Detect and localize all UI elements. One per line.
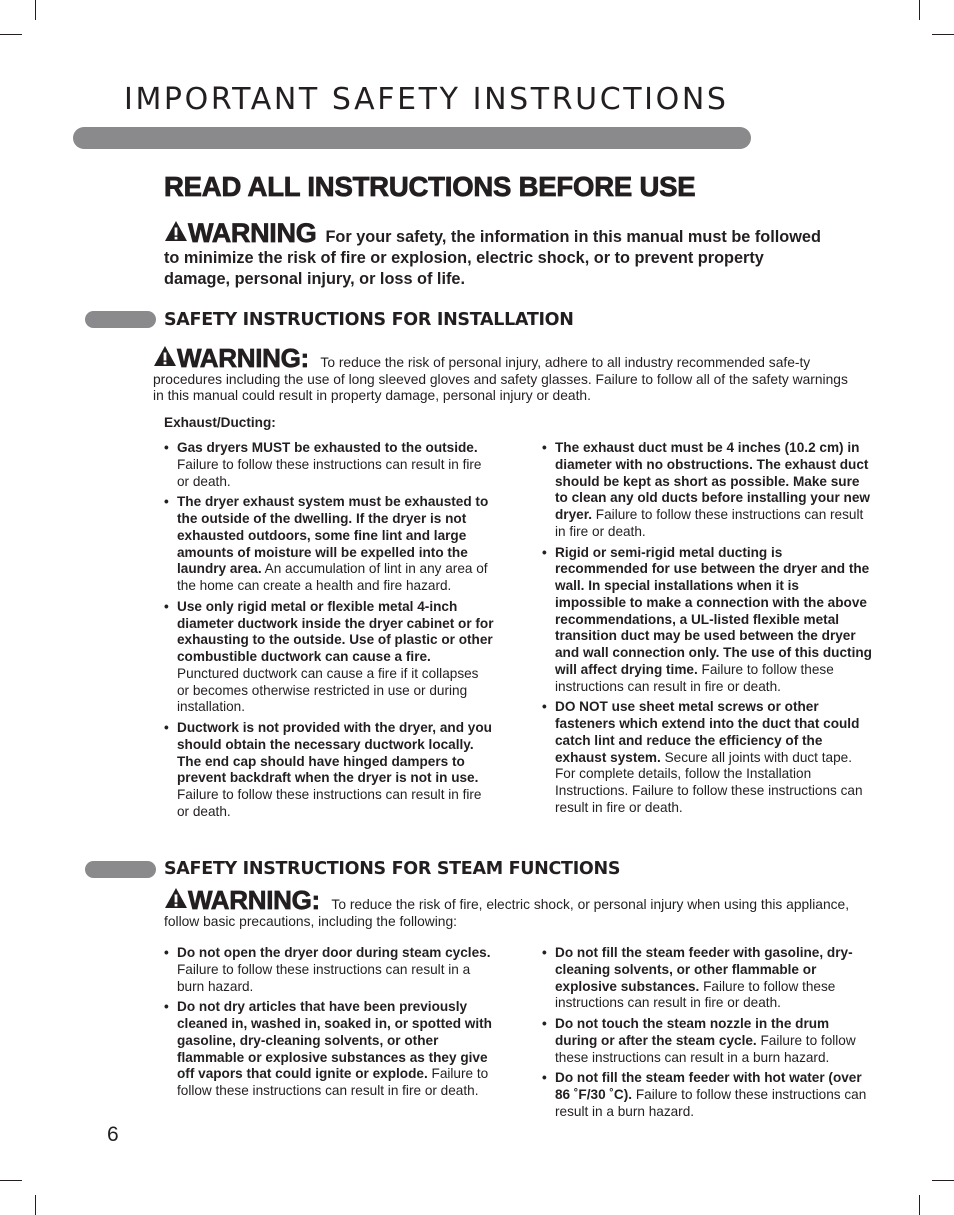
section-marker	[85, 311, 156, 328]
list-item	[164, 599, 494, 716]
crop-mark	[932, 1180, 954, 1181]
list-item-bold: The dryer exhaust system must be exhausted to the outside of the dwelling. If the dryer is not exhausted outdoors, some fine lint and large amounts of moisture will be expelled into the laundry area.	[177, 494, 489, 577]
installation-right-list	[542, 440, 872, 821]
list-item-text: Failure to follow these instructions can result in fire or death.	[177, 456, 482, 489]
list-item-bold: Gas dryers MUST be exhausted to the outside.	[177, 440, 478, 455]
steam-right-list	[542, 945, 872, 1125]
list-item	[542, 1016, 872, 1066]
warning-label: WARNING	[188, 218, 317, 248]
list-item	[542, 1070, 872, 1120]
list-item	[164, 720, 494, 821]
installation-left-list	[164, 440, 494, 825]
list-item-text: Failure to follow these instructions can result in a burn hazard.	[555, 1032, 856, 1065]
crop-mark	[919, 1195, 920, 1215]
list-item	[164, 999, 494, 1100]
list-item-bold: Ductwork is not provided with the dryer, and you should obtain the necessary ductwork locally. The end cap should have hinged dampers to prevent backdraft when the dryer is not in use.	[177, 720, 492, 786]
list-item-bold: DO NOT use sheet metal screws or other fasteners which extend into the duct that could catch lint and reduce the efficiency of the exhaust system.	[555, 699, 860, 765]
list-item	[542, 699, 872, 816]
exhaust-ducting-subheading: Exhaust/Ducting:	[164, 415, 276, 430]
warning-triangle-icon	[164, 220, 188, 248]
list-item-text: Failure to follow these instructions can result in fire or death.	[177, 1066, 489, 1098]
list-item-bold: Use only rigid metal or flexible metal 4-inch diameter ductwork inside the dryer cabinet or for exhausting to the outside. Use of plastic or other combustible ductwork can cause a fire.	[177, 598, 494, 664]
list-item	[164, 494, 494, 595]
warning-triangle-icon	[164, 887, 188, 914]
list-item-bold: Do not fill the steam feeder with hot water (over 86 ˚F/30 ˚C).	[555, 1070, 862, 1102]
list-item	[164, 945, 494, 995]
installation-warning	[153, 345, 853, 405]
installation-heading: SAFETY INSTRUCTIONS FOR INSTALLATION	[164, 310, 574, 330]
list-item-text: Failure to follow these instructions can result in fire or death.	[555, 507, 864, 539]
steam-warning-text: To reduce the risk of fire, electric shock, or personal injury when using this appliance, follow basic precautions, including the following:	[164, 897, 850, 929]
list-item	[542, 440, 872, 541]
list-item-text: Failure to follow these instructions can result in fire or death.	[177, 787, 482, 819]
warning-label: WARNING:	[188, 885, 320, 915]
intro-warning-text: For your safety, the information in this manual must be followed to minimize the risk of fire or explosion, electric shock, or to prevent property damage, personal injury, or loss of life.	[164, 228, 821, 288]
page-title: IMPORTANT SAFETY INSTRUCTIONS	[124, 82, 729, 117]
crop-mark	[35, 0, 36, 20]
list-item-text: Failure to follow these instructions can result in a burn hazard.	[177, 961, 471, 994]
list-item-bold: Do not fill the steam feeder with gasoline, dry-cleaning solvents, or other flammable or explosive substances.	[555, 945, 853, 994]
list-item	[164, 440, 494, 490]
warning-triangle-icon	[153, 345, 177, 372]
list-item-text: Punctured ductwork can cause a fire if it collapses or becomes otherwise restricted in use or during installation.	[177, 665, 479, 715]
crop-mark	[35, 1195, 36, 1215]
list-item-bold: The exhaust duct must be 4 inches (10.2 cm) in diameter with no obstructions. The exhaust duct should be kept as short as possible. Make sure to clean any old ducts before installing your new dryer.	[555, 440, 870, 522]
list-item-text: An accumulation of lint in any area of the home can create a health and fire hazard.	[177, 561, 488, 593]
title-underline-bar	[73, 127, 751, 149]
list-item-bold: Do not dry articles that have been previously cleaned in, washed in, soaked in, or spotted with gasoline, dry-cleaning solvents, or other flammable or explosive substances as they give off vapors that could ignite or explode.	[177, 999, 492, 1082]
list-item	[542, 545, 872, 696]
steam-heading: SAFETY INSTRUCTIONS FOR STEAM FUNCTIONS	[164, 859, 621, 879]
list-item-bold: Rigid or semi-rigid metal ducting is recommended for use between the dryer and the wall. In special installations when it is impossible to make a connection with the above recommendations, a UL-listed flexible metal transition duct may be used between the dryer and wall connection only. The use of this ducting will affect drying time.	[555, 544, 872, 677]
list-item-text: Failure to follow these instructions can result in fire or death.	[555, 978, 836, 1011]
list-item	[542, 945, 872, 1012]
intro-warning	[164, 220, 824, 290]
steam-warning	[164, 887, 854, 930]
list-item-bold: Do not touch the steam nozzle in the drum during or after the steam cycle.	[555, 1016, 830, 1048]
crop-mark	[0, 34, 22, 35]
list-item-text: Failure to follow these instructions can result in fire or death.	[555, 661, 834, 694]
section-marker	[85, 861, 156, 878]
crop-mark	[0, 1180, 22, 1181]
crop-mark	[919, 0, 920, 20]
warning-label: WARNING:	[177, 343, 309, 373]
read-all-heading: READ ALL INSTRUCTIONS BEFORE USE	[164, 171, 696, 202]
list-item-text: Failure to follow these instructions can result in a burn hazard.	[555, 1087, 867, 1119]
crop-mark	[932, 34, 954, 35]
list-item-bold: Do not open the dryer door during steam cycles.	[177, 945, 491, 960]
page-number: 6	[107, 1123, 119, 1146]
steam-left-list	[164, 945, 494, 1104]
installation-warning-text: To reduce the risk of personal injury, adhere to all industry recommended safe-ty procedures including the use of long sleeved gloves and safety glasses. Failure to follow all of the safety warnings in this manual could result in property damage, personal injury or death.	[153, 355, 848, 404]
list-item-text: Secure all joints with duct tape. For complete details, follow the Installation Instructions. Failure to follow these instructions can result in fire or death.	[555, 749, 863, 815]
